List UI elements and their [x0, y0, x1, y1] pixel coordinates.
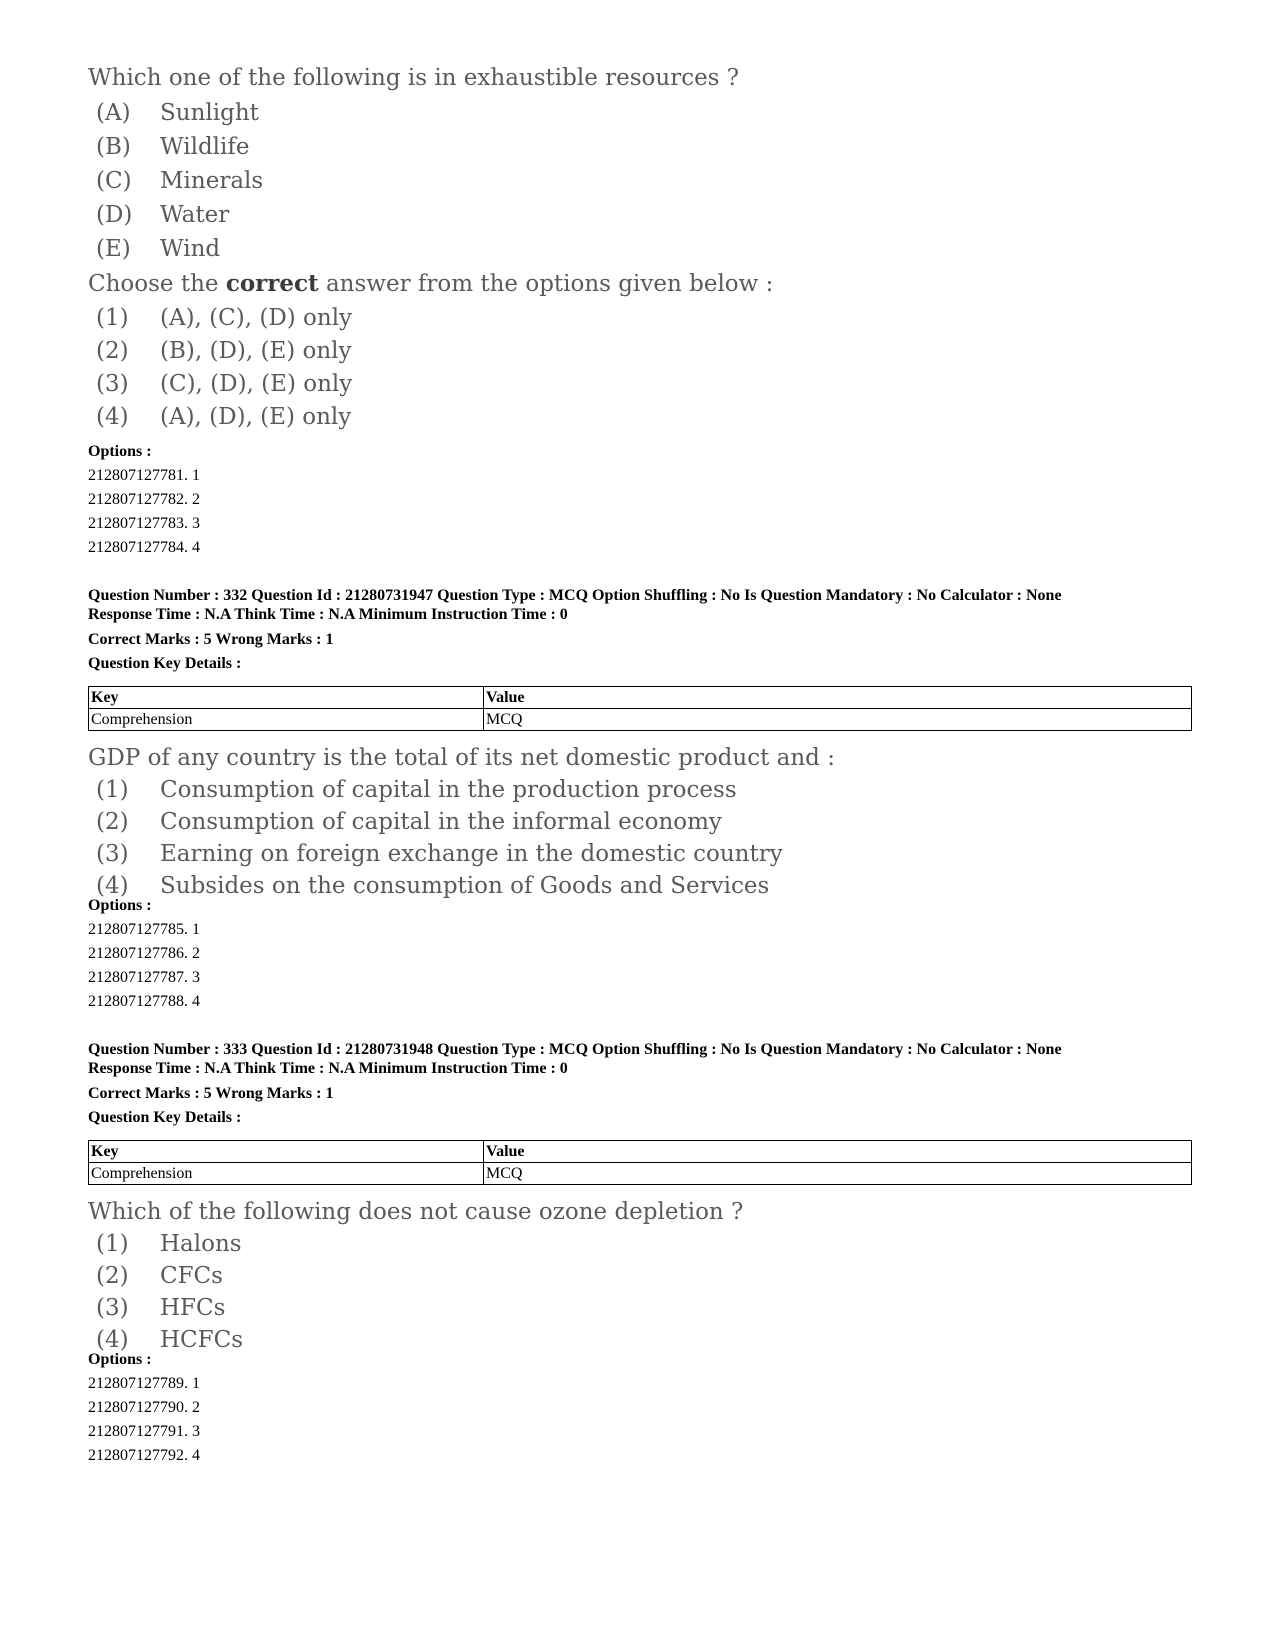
marks-line: Correct Marks : 5 Wrong Marks : 1 — [88, 1085, 334, 1102]
choose-instruction: Choose the correct answer from the options given below : — [88, 270, 774, 297]
question-333-header — [88, 1040, 1062, 1130]
option-id: 212807127783. 3 — [88, 515, 200, 532]
options-block-332 — [88, 894, 200, 1014]
option-id: 212807127784. 4 — [88, 539, 200, 556]
options-label: Options : — [88, 1351, 152, 1368]
option-id: 212807127787. 3 — [88, 969, 200, 986]
answer-choice: (3) HFCs — [96, 1295, 226, 1321]
marks-line: Correct Marks : 5 Wrong Marks : 1 — [88, 631, 334, 648]
answer-choice: (1) (A), (C), (D) only — [96, 305, 353, 331]
answer-choice: (3) Earning on foreign exchange in the domestic country — [96, 841, 783, 867]
options-block-331 — [88, 440, 200, 560]
question-key-table — [88, 1140, 1192, 1185]
question-stem: Which of the following does not cause ozone depletion ? — [88, 1199, 744, 1225]
question-331-image — [88, 60, 773, 434]
option-id: 212807127792. 4 — [88, 1447, 200, 1464]
answer-choice: (2) Consumption of capital in the informal economy — [96, 809, 722, 835]
answer-choice: (2) CFCs — [96, 1263, 223, 1289]
list-item: (B) Wildlife — [96, 134, 250, 160]
question-stem: GDP of any country is the total of its net domestic product and : — [88, 745, 835, 771]
question-info-line: Question Number : 333 Question Id : 21280731948 Question Type : MCQ Option Shuffling : No Is Question Mandatory : No Calculator : None — [88, 1041, 1062, 1058]
answer-choice: (4) HCFCs — [96, 1327, 244, 1353]
table-row: Comprehension MCQ — [89, 1163, 1192, 1185]
question-stem: Which one of the following is in exhaustible resources ? — [88, 65, 740, 91]
question-timing-line: Response Time : N.A Think Time : N.A Minimum Instruction Time : 0 — [88, 606, 568, 623]
answer-choice: (2) (B), (D), (E) only — [96, 338, 352, 364]
options-block-333 — [88, 1348, 200, 1468]
question-timing-line: Response Time : N.A Think Time : N.A Minimum Instruction Time : 0 — [88, 1060, 568, 1077]
option-id: 212807127788. 4 — [88, 993, 200, 1010]
option-id: 212807127781. 1 — [88, 467, 200, 484]
question-332-image — [88, 742, 835, 902]
list-item: (A) Sunlight — [96, 100, 259, 126]
options-label: Options : — [88, 897, 152, 914]
table-row: Key Value — [89, 1141, 1192, 1163]
list-item: (C) Minerals — [96, 168, 264, 194]
answer-choice: (3) (C), (D), (E) only — [96, 371, 353, 397]
key-details-label: Question Key Details : — [88, 1109, 242, 1126]
key-details-label: Question Key Details : — [88, 655, 242, 672]
table-row: Comprehension MCQ — [89, 709, 1192, 731]
question-key-table — [88, 686, 1192, 731]
answer-choice: (4) (A), (D), (E) only — [96, 404, 352, 430]
options-label: Options : — [88, 443, 152, 460]
answer-choice: (1) Halons — [96, 1231, 242, 1257]
option-id: 212807127789. 1 — [88, 1375, 200, 1392]
list-item: (E) Wind — [96, 236, 221, 262]
option-id: 212807127791. 3 — [88, 1423, 200, 1440]
question-332-header — [88, 586, 1062, 676]
question-333-image — [88, 1196, 743, 1356]
option-id: 212807127782. 2 — [88, 491, 200, 508]
option-id: 212807127786. 2 — [88, 945, 200, 962]
option-id: 212807127785. 1 — [88, 921, 200, 938]
option-id: 212807127790. 2 — [88, 1399, 200, 1416]
question-info-line: Question Number : 332 Question Id : 21280731947 Question Type : MCQ Option Shuffling : No Is Question Mandatory : No Calculator : None — [88, 587, 1062, 604]
list-item: (D) Water — [96, 202, 230, 228]
answer-choice: (4) Subsides on the consumption of Goods and Services — [96, 873, 770, 899]
table-row: Key Value — [89, 687, 1192, 709]
answer-choice: (1) Consumption of capital in the production process — [96, 777, 737, 803]
